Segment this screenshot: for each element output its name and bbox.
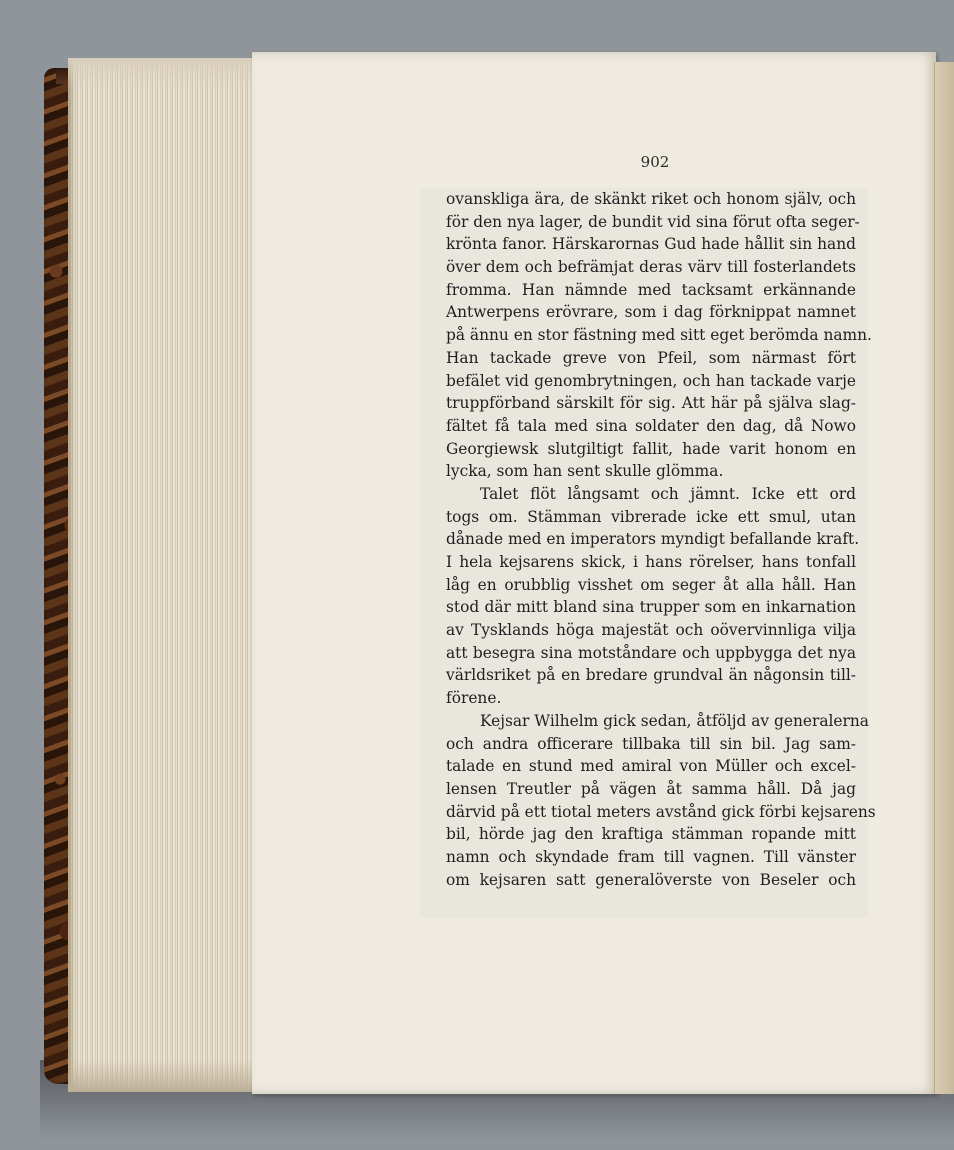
text-line: lycka, som han sent skulle glömma. <box>446 462 724 481</box>
text-line: Antwerpens erövrare, som i dag förknippat namnet <box>446 303 856 322</box>
text-line: låg en orubblig visshet om seger åt alla håll. Han <box>446 575 856 594</box>
text-line: att besegra sina motståndare och uppbygga det nya <box>446 643 856 662</box>
text-line: I hela kejsarens skick, i hans rörelser, hans tonfall <box>446 553 856 571</box>
text-line: krönta fanor. Härskarornas Gud hade hållit sin hand <box>446 235 856 254</box>
text-line: truppförband särskilt för sig. Att här på själva slag- <box>446 394 856 413</box>
text-line: togs om. Stämman vibrerade icke ett smul, utan <box>446 507 856 526</box>
text-line: Kejsar Wilhelm gick sedan, åtföljd av generalerna <box>480 711 869 730</box>
text-line: Georgiewsk slutgiltigt fallit, hade varit honom en <box>446 439 856 458</box>
text-line: av Tysklands höga majestät och oövervinnliga vilja <box>446 621 856 640</box>
left-page-stack <box>68 58 261 1092</box>
text-line: fromma. Han nämnde med tacksamt erkännande <box>446 280 856 299</box>
text-line: talade en stund med amiral von Müller och excel- <box>446 757 856 776</box>
page-stack-top-shade <box>68 58 258 88</box>
text-line: Talet flöt långsamt och jämnt. Icke ett ord <box>480 484 856 503</box>
page-number: 902 <box>640 153 670 171</box>
text-line: världsriket på en bredare grundval än någonsin till- <box>446 666 856 685</box>
text-line: förene. <box>446 689 502 708</box>
text-line: för den nya lager, de bundit vid sina förut ofta seger- <box>446 212 860 231</box>
text-line: och andra officerare tillbaka till sin bil. Jag sam- <box>446 734 856 753</box>
text-line: stod där mitt bland sina trupper som en inkarnation <box>446 598 856 617</box>
text-line: Han tackade greve von Pfeil, som närmast fört <box>446 348 856 367</box>
text-line: bil, hörde jag den kraftiga stämman ropande mitt <box>446 825 856 844</box>
text-line: över dem och befrämjat deras värv till fosterlandets <box>446 258 856 277</box>
text-line: därvid på ett tiotal meters avstånd gick förbi kejsarens <box>446 802 876 821</box>
page-stack-bottom-shade <box>68 1060 258 1092</box>
body-text <box>446 188 876 891</box>
text-line: lensen Treutler på vägen åt samma håll. Då jag <box>446 779 856 798</box>
right-page-edge <box>934 62 954 1094</box>
text-line: ovanskliga ära, de skänkt riket och honom själv, och <box>446 190 856 208</box>
text-line: om kejsaren satt generalöverste von Beseler och <box>446 870 856 889</box>
text-line: på ännu en stor fästning med sitt eget berömda namn. <box>446 326 872 345</box>
text-line: befälet vid genombrytningen, och han tackade varje <box>446 371 856 390</box>
text-line: dånade med en imperators myndigt befallande kraft. <box>446 530 860 549</box>
text-line: namn och skyndade fram till vagnen. Till vänster <box>446 847 856 866</box>
text-line: fältet få tala med sina soldater den dag, då Nowo <box>446 416 856 435</box>
